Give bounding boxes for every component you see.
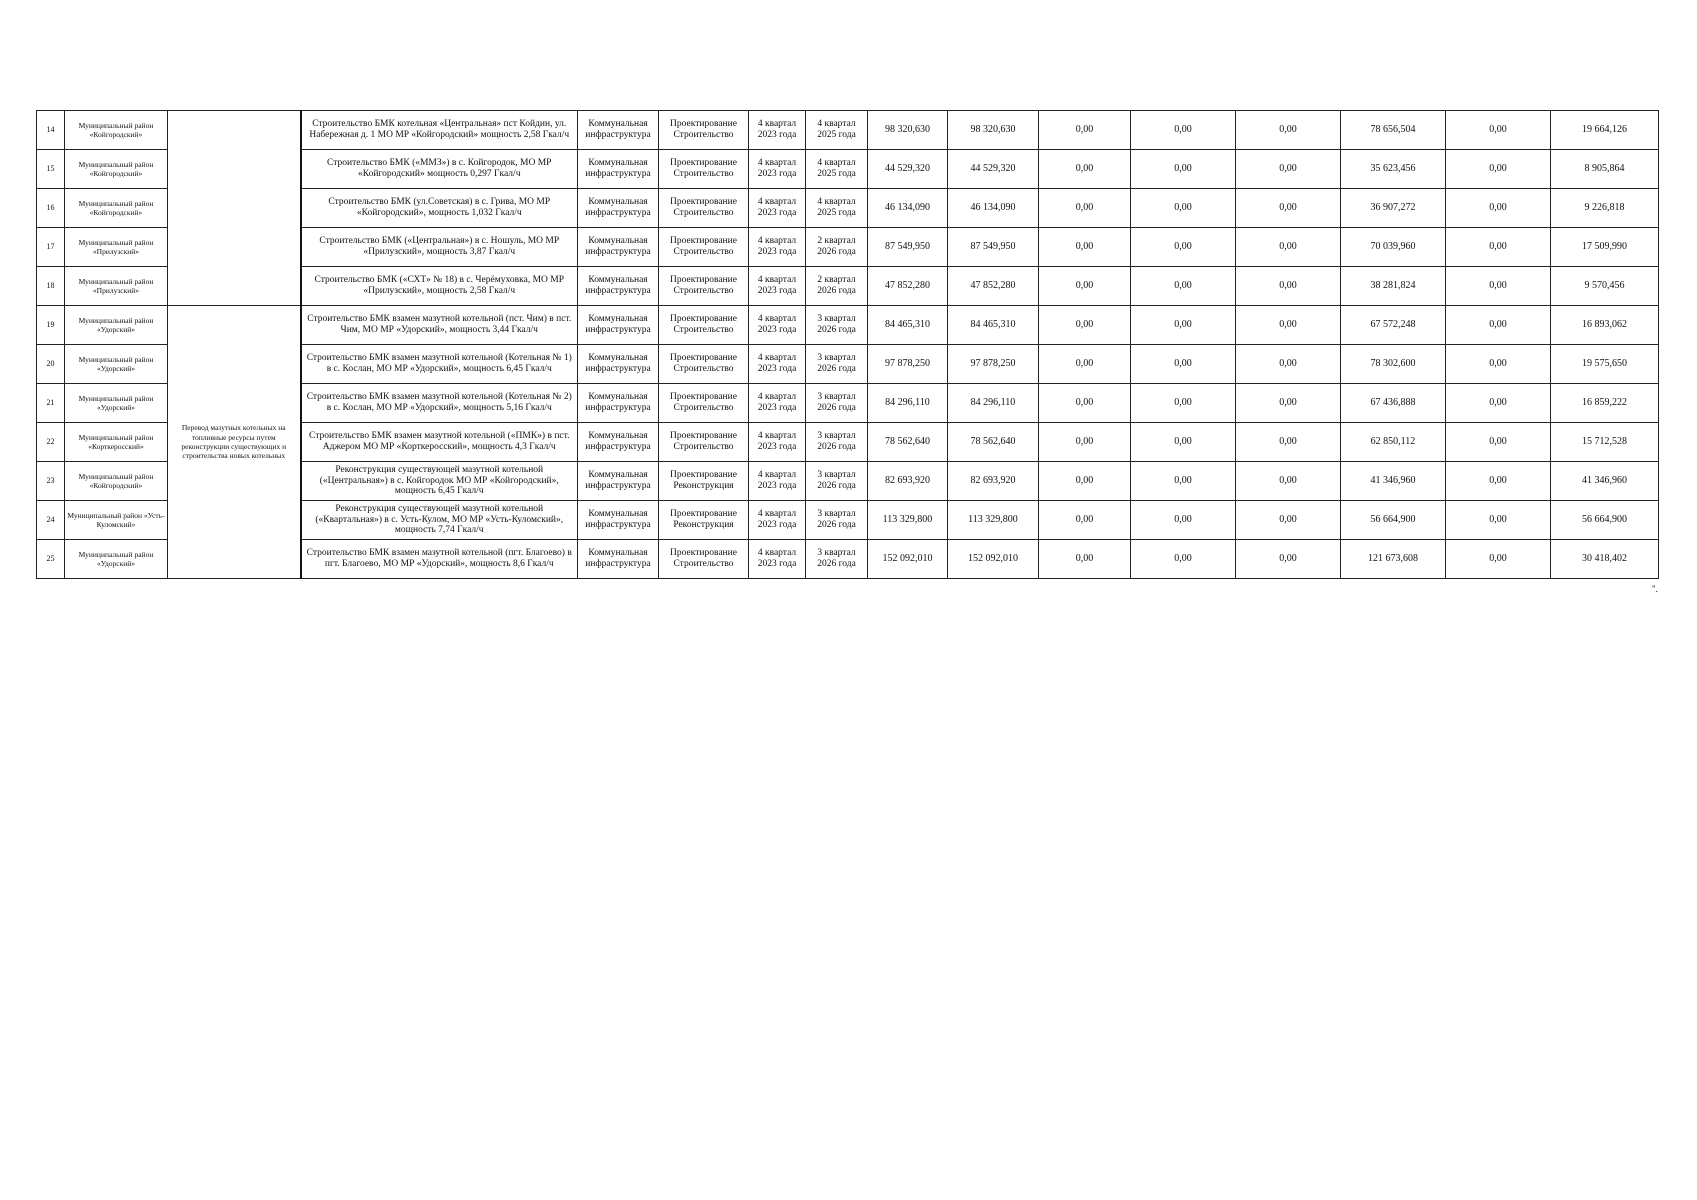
regional-funding-cell: 19 575,650 (1551, 345, 1659, 384)
federal-funding-cell: 36 907,272 (1341, 189, 1446, 228)
end-period-cell: 2 квартал 2026 года (806, 267, 868, 306)
federal-funding-cell: 38 281,824 (1341, 267, 1446, 306)
regional-funding-cell: 30 418,402 (1551, 540, 1659, 579)
total-cost-cell: 47 852,280 (868, 267, 948, 306)
work-type-cell: Проектирование Строительство (659, 345, 749, 384)
end-period-cell: 3 квартал 2026 года (806, 540, 868, 579)
program-group-cell: Перевод мазутных котельных на топливные ресурсы путем реконструкции существующих и строительства новых котельных (168, 306, 301, 579)
funding-cell: 0,00 (1131, 540, 1236, 579)
end-period-cell: 4 квартал 2025 года (806, 111, 868, 150)
end-period-cell: 3 квартал 2026 года (806, 306, 868, 345)
regional-funding-cell: 56 664,900 (1551, 501, 1659, 540)
project-name-cell: Строительство БМК взамен мазутной котельной (Котельная № 2) в с. Кослан, МО МР «Удорский», мощность 5,16 Гкал/ч (301, 384, 578, 423)
project-name-cell: Строительство БМК (ул.Советская) в с. Грива, МО МР «Койгородский», мощность 1,032 Гкал/ч (301, 189, 578, 228)
end-period-cell: 4 квартал 2025 года (806, 189, 868, 228)
funding-cell: 0,00 (1039, 111, 1131, 150)
total-cost-cell: 98 320,630 (868, 111, 948, 150)
funding-cell: 0,00 (1446, 267, 1551, 306)
projects-table (36, 110, 1659, 579)
funding-cell: 0,00 (1236, 306, 1341, 345)
funding-cell: 0,00 (1236, 189, 1341, 228)
project-name-cell: Строительство БМК («ММЗ») в с. Койгородок, МО МР «Койгородский» мощность 0,297 Гкал/ч (301, 150, 578, 189)
funding-total-cell: 84 465,310 (948, 306, 1039, 345)
funding-cell: 0,00 (1039, 423, 1131, 462)
funding-cell: 0,00 (1236, 501, 1341, 540)
funding-total-cell: 87 549,950 (948, 228, 1039, 267)
funding-cell: 0,00 (1131, 111, 1236, 150)
funding-cell: 0,00 (1131, 462, 1236, 501)
total-cost-cell: 84 296,110 (868, 384, 948, 423)
total-cost-cell: 78 562,640 (868, 423, 948, 462)
work-type-cell: Проектирование Строительство (659, 150, 749, 189)
work-type-cell: Проектирование Строительство (659, 384, 749, 423)
funding-cell: 0,00 (1446, 540, 1551, 579)
program-group-cell (168, 111, 301, 306)
funding-cell: 0,00 (1131, 189, 1236, 228)
sphere-cell: Коммунальная инфраструктура (578, 267, 659, 306)
funding-cell: 0,00 (1446, 111, 1551, 150)
row-number: 24 (37, 501, 65, 540)
project-name-cell: Реконструкция существующей мазутной котельной («Центральная») в с. Койгородок МО МР «Койгородский», мощность 6,45 Гкал/ч (301, 462, 578, 501)
funding-cell: 0,00 (1039, 150, 1131, 189)
end-period-cell: 3 квартал 2026 года (806, 423, 868, 462)
funding-total-cell: 84 296,110 (948, 384, 1039, 423)
project-name-cell: Строительство БМК («Центральная») в с. Ношуль, МО МР «Прилузский», мощность 3,87 Гкал/ч (301, 228, 578, 267)
funding-cell: 0,00 (1039, 540, 1131, 579)
start-period-cell: 4 квартал 2023 года (749, 189, 806, 228)
municipality-cell: Муниципальный район «Удорский» (65, 540, 168, 579)
municipality-cell: Муниципальный район «Койгородский» (65, 462, 168, 501)
total-cost-cell: 87 549,950 (868, 228, 948, 267)
sphere-cell: Коммунальная инфраструктура (578, 306, 659, 345)
start-period-cell: 4 квартал 2023 года (749, 306, 806, 345)
funding-cell: 0,00 (1131, 150, 1236, 189)
funding-cell: 0,00 (1236, 345, 1341, 384)
regional-funding-cell: 19 664,126 (1551, 111, 1659, 150)
project-name-cell: Строительство БМК взамен мазутной котельной (Котельная № 1) в с. Кослан, МО МР «Удорский», мощность 6,45 Гкал/ч (301, 345, 578, 384)
sphere-cell: Коммунальная инфраструктура (578, 462, 659, 501)
sphere-cell: Коммунальная инфраструктура (578, 189, 659, 228)
work-type-cell: Проектирование Строительство (659, 267, 749, 306)
funding-cell: 0,00 (1039, 306, 1131, 345)
start-period-cell: 4 квартал 2023 года (749, 423, 806, 462)
row-number: 17 (37, 228, 65, 267)
funding-cell: 0,00 (1131, 306, 1236, 345)
start-period-cell: 4 квартал 2023 года (749, 384, 806, 423)
sphere-cell: Коммунальная инфраструктура (578, 345, 659, 384)
funding-total-cell: 113 329,800 (948, 501, 1039, 540)
total-cost-cell: 97 878,250 (868, 345, 948, 384)
funding-total-cell: 82 693,920 (948, 462, 1039, 501)
funding-total-cell: 97 878,250 (948, 345, 1039, 384)
regional-funding-cell: 41 346,960 (1551, 462, 1659, 501)
funding-cell: 0,00 (1131, 384, 1236, 423)
municipality-cell: Муниципальный район «Корткеросский» (65, 423, 168, 462)
funding-cell: 0,00 (1446, 189, 1551, 228)
municipality-cell: Муниципальный район «Усть-Куломский» (65, 501, 168, 540)
regional-funding-cell: 16 859,222 (1551, 384, 1659, 423)
regional-funding-cell: 17 509,990 (1551, 228, 1659, 267)
municipality-cell: Муниципальный район «Удорский» (65, 345, 168, 384)
funding-cell: 0,00 (1039, 501, 1131, 540)
row-number: 14 (37, 111, 65, 150)
project-name-cell: Строительство БМК взамен мазутной котельной («ПМК») в пст. Аджером МО МР «Корткеросский», мощность 4,3 Гкал/ч (301, 423, 578, 462)
funding-cell: 0,00 (1131, 345, 1236, 384)
table-row (37, 111, 1659, 150)
total-cost-cell: 84 465,310 (868, 306, 948, 345)
start-period-cell: 4 квартал 2023 года (749, 501, 806, 540)
funding-cell: 0,00 (1039, 345, 1131, 384)
project-name-cell: Строительство БМК взамен мазутной котельной (пгт. Благоево) в пгт. Благоево, МО МР «Удорский», мощность 8,6 Гкал/ч (301, 540, 578, 579)
funding-cell: 0,00 (1131, 267, 1236, 306)
funding-total-cell: 78 562,640 (948, 423, 1039, 462)
total-cost-cell: 46 134,090 (868, 189, 948, 228)
row-number: 15 (37, 150, 65, 189)
work-type-cell: Проектирование Строительство (659, 228, 749, 267)
federal-funding-cell: 67 572,248 (1341, 306, 1446, 345)
table-row (37, 306, 1659, 345)
row-number: 22 (37, 423, 65, 462)
funding-cell: 0,00 (1039, 462, 1131, 501)
sphere-cell: Коммунальная инфраструктура (578, 540, 659, 579)
sphere-cell: Коммунальная инфраструктура (578, 384, 659, 423)
municipality-cell: Муниципальный район «Удорский» (65, 384, 168, 423)
regional-funding-cell: 9 570,456 (1551, 267, 1659, 306)
municipality-cell: Муниципальный район «Койгородский» (65, 150, 168, 189)
table-body (37, 111, 1659, 579)
funding-cell: 0,00 (1446, 150, 1551, 189)
funding-total-cell: 98 320,630 (948, 111, 1039, 150)
federal-funding-cell: 67 436,888 (1341, 384, 1446, 423)
sphere-cell: Коммунальная инфраструктура (578, 501, 659, 540)
funding-cell: 0,00 (1236, 228, 1341, 267)
funding-cell: 0,00 (1236, 540, 1341, 579)
project-name-cell: Строительство БМК взамен мазутной котельной (пст. Чим) в пст. Чим, МО МР «Удорский», мощность 3,44 Гкал/ч (301, 306, 578, 345)
federal-funding-cell: 121 673,608 (1341, 540, 1446, 579)
federal-funding-cell: 56 664,900 (1341, 501, 1446, 540)
funding-cell: 0,00 (1236, 384, 1341, 423)
total-cost-cell: 113 329,800 (868, 501, 948, 540)
work-type-cell: Проектирование Строительство (659, 540, 749, 579)
start-period-cell: 4 квартал 2023 года (749, 345, 806, 384)
funding-cell: 0,00 (1446, 423, 1551, 462)
funding-cell: 0,00 (1236, 267, 1341, 306)
funding-cell: 0,00 (1131, 501, 1236, 540)
start-period-cell: 4 квартал 2023 года (749, 462, 806, 501)
row-number: 16 (37, 189, 65, 228)
work-type-cell: Проектирование Строительство (659, 423, 749, 462)
funding-cell: 0,00 (1446, 345, 1551, 384)
federal-funding-cell: 35 623,456 (1341, 150, 1446, 189)
federal-funding-cell: 78 302,600 (1341, 345, 1446, 384)
start-period-cell: 4 квартал 2023 года (749, 111, 806, 150)
funding-cell: 0,00 (1236, 111, 1341, 150)
row-number: 18 (37, 267, 65, 306)
funding-cell: 0,00 (1446, 384, 1551, 423)
work-type-cell: Проектирование Строительство (659, 111, 749, 150)
row-number: 23 (37, 462, 65, 501)
regional-funding-cell: 9 226,818 (1551, 189, 1659, 228)
funding-total-cell: 46 134,090 (948, 189, 1039, 228)
funding-total-cell: 152 092,010 (948, 540, 1039, 579)
funding-cell: 0,00 (1446, 306, 1551, 345)
total-cost-cell: 152 092,010 (868, 540, 948, 579)
end-period-cell: 3 квартал 2026 года (806, 384, 868, 423)
regional-funding-cell: 15 712,528 (1551, 423, 1659, 462)
sphere-cell: Коммунальная инфраструктура (578, 150, 659, 189)
funding-cell: 0,00 (1131, 228, 1236, 267)
funding-cell: 0,00 (1039, 384, 1131, 423)
row-number: 25 (37, 540, 65, 579)
funding-cell: 0,00 (1039, 228, 1131, 267)
start-period-cell: 4 квартал 2023 года (749, 228, 806, 267)
federal-funding-cell: 41 346,960 (1341, 462, 1446, 501)
end-period-cell: 3 квартал 2026 года (806, 501, 868, 540)
funding-total-cell: 47 852,280 (948, 267, 1039, 306)
start-period-cell: 4 квартал 2023 года (749, 150, 806, 189)
row-number: 21 (37, 384, 65, 423)
federal-funding-cell: 78 656,504 (1341, 111, 1446, 150)
end-period-cell: 3 квартал 2026 года (806, 345, 868, 384)
municipality-cell: Муниципальный район «Койгородский» (65, 111, 168, 150)
sphere-cell: Коммунальная инфраструктура (578, 228, 659, 267)
work-type-cell: Проектирование Реконструкция (659, 462, 749, 501)
work-type-cell: Проектирование Строительство (659, 189, 749, 228)
project-name-cell: Строительство БМК («СХТ» № 18) в с. Черёмуховка, МО МР «Прилузский», мощность 2,58 Гкал/ч (301, 267, 578, 306)
municipality-cell: Муниципальный район «Удорский» (65, 306, 168, 345)
regional-funding-cell: 16 893,062 (1551, 306, 1659, 345)
sphere-cell: Коммунальная инфраструктура (578, 423, 659, 462)
municipality-cell: Муниципальный район «Прилузский» (65, 267, 168, 306)
funding-cell: 0,00 (1039, 189, 1131, 228)
federal-funding-cell: 70 039,960 (1341, 228, 1446, 267)
end-period-cell: 4 квартал 2025 года (806, 150, 868, 189)
funding-cell: 0,00 (1446, 501, 1551, 540)
project-name-cell: Реконструкция существующей мазутной котельной («Квартальная») в с. Усть-Кулом, МО МР «Усть-Куломский», мощность 7,74 Гкал/ч (301, 501, 578, 540)
funding-cell: 0,00 (1446, 228, 1551, 267)
start-period-cell: 4 квартал 2023 года (749, 540, 806, 579)
end-period-cell: 3 квартал 2026 года (806, 462, 868, 501)
work-type-cell: Проектирование Реконструкция (659, 501, 749, 540)
work-type-cell: Проектирование Строительство (659, 306, 749, 345)
federal-funding-cell: 62 850,112 (1341, 423, 1446, 462)
municipality-cell: Муниципальный район «Койгородский» (65, 189, 168, 228)
funding-cell: 0,00 (1039, 267, 1131, 306)
end-period-cell: 2 квартал 2026 года (806, 228, 868, 267)
funding-cell: 0,00 (1236, 462, 1341, 501)
municipality-cell: Муниципальный район «Прилузский» (65, 228, 168, 267)
sphere-cell: Коммунальная инфраструктура (578, 111, 659, 150)
closing-quote-mark: ". (1652, 584, 1658, 594)
funding-cell: 0,00 (1131, 423, 1236, 462)
total-cost-cell: 44 529,320 (868, 150, 948, 189)
project-name-cell: Строительство БМК котельная «Центральная» пст Койдин, ул. Набережная д. 1 МО МР «Койгородский» мощность 2,58 Гкал/ч (301, 111, 578, 150)
funding-total-cell: 44 529,320 (948, 150, 1039, 189)
row-number: 20 (37, 345, 65, 384)
total-cost-cell: 82 693,920 (868, 462, 948, 501)
funding-cell: 0,00 (1446, 462, 1551, 501)
funding-cell: 0,00 (1236, 150, 1341, 189)
row-number: 19 (37, 306, 65, 345)
funding-cell: 0,00 (1236, 423, 1341, 462)
regional-funding-cell: 8 905,864 (1551, 150, 1659, 189)
start-period-cell: 4 квартал 2023 года (749, 267, 806, 306)
